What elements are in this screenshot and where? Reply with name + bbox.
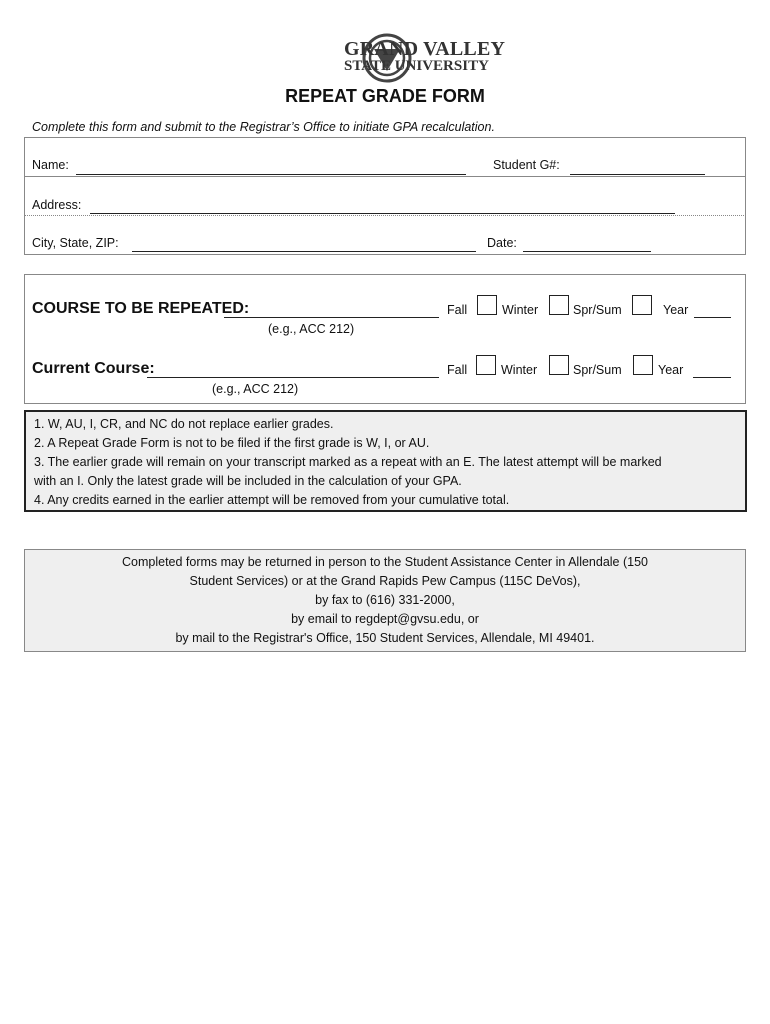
return-info-line: by email to regdept@gvsu.edu, or [291,612,479,626]
repeated-year-label: Year [663,303,689,317]
city-state-zip-field[interactable] [132,251,476,252]
course-repeated-field[interactable] [224,317,439,318]
form-instructions: Complete this form and submit to the Registrar’s Office to initiate GPA recalculation. [32,120,495,134]
note-line: 1. W, AU, I, CR, and NC do not replace earlier grades. [34,417,334,431]
current-winter-label: Winter [501,363,538,377]
course-box [24,274,746,404]
repeated-winter-label: Winter [502,303,539,317]
course-repeated-example: (e.g., ACC 212) [268,322,355,336]
current-year-label: Year [658,363,684,377]
logo-text-line1: GRAND VALLEY [344,38,506,60]
return-info-line: Student Services) or at the Grand Rapids Pew Campus (115C DeVos), [189,574,581,588]
student-info-box [24,137,746,255]
current-winter-checkbox[interactable] [549,355,569,375]
repeated-fall-checkbox[interactable] [477,295,497,315]
repeated-sprsum-label: Spr/Sum [573,303,622,317]
current-course-label: Current Course: [32,360,155,377]
logo-text-line2: STATE UNIVERSITY [344,58,489,74]
return-info-line: by mail to the Registrar's Office, 150 Student Services, Allendale, MI 49401. [175,631,595,645]
current-sprsum-checkbox[interactable] [633,355,653,375]
course-repeated-label: COURSE TO BE REPEATED: [32,300,250,317]
name-field[interactable] [76,174,466,175]
current-fall-label: Fall [447,363,468,377]
gnumber-label: Student G#: [493,158,560,172]
return-info-line: Completed forms may be returned in person to the Student Assistance Center in Allendale (150 [122,555,648,569]
address-label: Address: [32,198,82,212]
repeated-fall-label: Fall [447,303,468,317]
repeated-year-field[interactable] [694,317,731,318]
repeated-winter-checkbox[interactable] [549,295,569,315]
current-sprsum-label: Spr/Sum [573,363,622,377]
date-field[interactable] [523,251,651,252]
current-fall-checkbox[interactable] [476,355,496,375]
note-line: 4. Any credits earned in the earlier attempt will be removed from your cumulative total. [34,493,510,507]
city-state-zip-label: City, State, ZIP: [32,236,119,250]
current-year-field[interactable] [693,377,731,378]
name-label: Name: [32,158,69,172]
note-line: with an I. Only the latest grade will be included in the calculation of your GPA. [34,474,462,488]
current-course-example: (e.g., ACC 212) [212,382,299,396]
note-line: 2. A Repeat Grade Form is not to be filed if the first grade is W, I, or AU. [34,436,430,450]
repeated-sprsum-checkbox[interactable] [632,295,652,315]
address-field[interactable] [90,213,675,214]
return-info-line: by fax to (616) 331-2000, [315,593,455,607]
note-line: 3. The earlier grade will remain on your transcript marked as a repeat with an E. The latest attempt will be marked [34,455,662,469]
gnumber-field[interactable] [570,174,705,175]
notes-box [24,410,747,512]
return-info-box [24,549,746,652]
current-course-field[interactable] [147,377,439,378]
date-label: Date: [487,236,517,250]
form-title: REPEAT GRADE FORM [285,86,485,106]
